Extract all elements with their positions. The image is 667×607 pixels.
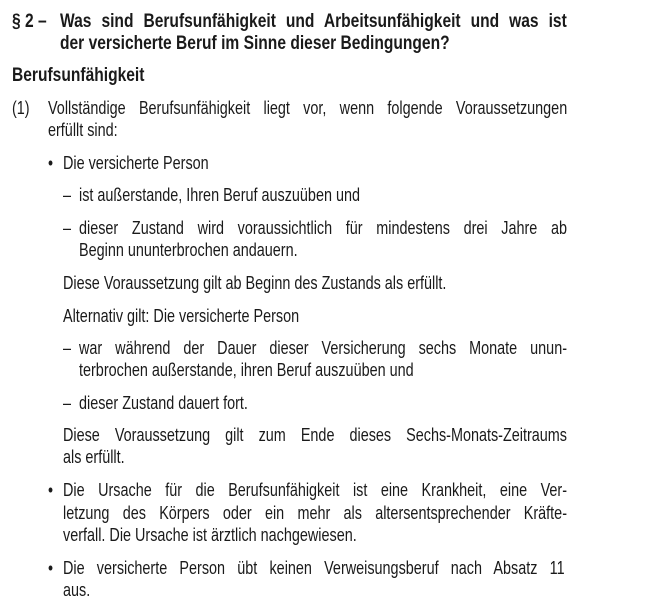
bullet-icon: •	[48, 480, 54, 500]
section-title-line: der versicherte Beruf im Sinne dieser Bedingungen?	[60, 33, 450, 54]
dash-icon: –	[63, 185, 72, 205]
bullet-text: Die versicherte Person übt keinen Verweisungsberuf nach Absatz 11	[63, 558, 565, 578]
dash-icon: –	[63, 218, 72, 238]
section-number: § 2 –	[12, 11, 47, 32]
bullet-icon: •	[48, 558, 54, 578]
bullet-text: verfall. Die Ursache ist ärztlich nachgewiesen.	[63, 525, 357, 545]
paragraph-line: erfüllt sind:	[48, 120, 118, 140]
dash-text: Beginn ununterbrochen andauern.	[79, 240, 298, 260]
bullet-text: Die Ursache für die Berufsunfähigkeit ist eine Krankheit, eine Ver-	[63, 480, 567, 500]
paragraph-number: (1)	[12, 98, 30, 118]
paragraph-line: Vollständige Berufsunfähigkeit liegt vor, wenn folgende Voraussetzungen	[48, 98, 568, 118]
dash-text: dieser Zustand wird voraussichtlich für mindestens drei Jahre ab	[79, 218, 567, 238]
dash-icon: –	[63, 338, 72, 358]
dash-text: dieser Zustand dauert fort.	[79, 393, 248, 413]
section-title-line: Was sind Berufsunfähigkeit und Arbeitsunfähigkeit und was ist	[60, 11, 567, 32]
note-text: als erfüllt.	[63, 447, 125, 467]
note-text: Diese Voraussetzung gilt ab Beginn des Zustands als erfüllt.	[63, 273, 447, 293]
bullet-text: letzung des Körpers oder ein mehr als altersentsprechender Kräfte-	[63, 503, 567, 523]
dash-icon: –	[63, 393, 72, 413]
dash-text: war während der Dauer dieser Versicherung sechs Monate unun-	[79, 338, 567, 358]
bullet-text: aus.	[63, 580, 91, 600]
note-text: Alternativ gilt: Die versicherte Person	[63, 306, 300, 326]
subheading: Berufsunfähigkeit	[12, 65, 145, 86]
note-text: Diese Voraussetzung gilt zum Ende dieses Sechs-Monats-Zeitraums	[63, 425, 567, 445]
bullet-text: Die versicherte Person	[63, 153, 209, 173]
dash-text: ist außerstande, Ihren Beruf auszuüben und	[79, 185, 360, 205]
dash-text: terbrochen außerstande, ihren Beruf auszuüben und	[79, 360, 414, 380]
bullet-icon: •	[48, 153, 54, 173]
